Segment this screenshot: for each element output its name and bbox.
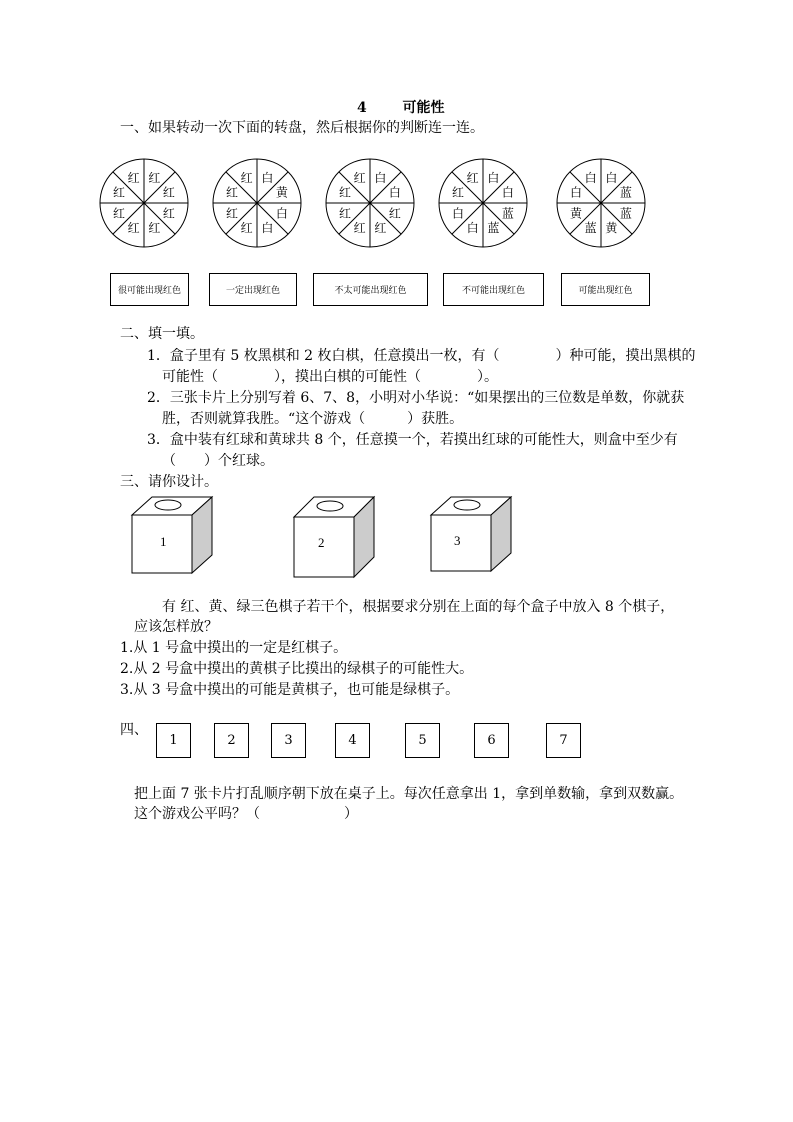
answer-label-1[interactable]: 很可能出现红色 <box>110 273 189 306</box>
sector-label: 红 <box>226 185 239 200</box>
section4-heading: 四、 <box>120 722 148 738</box>
sector-label: 红 <box>162 185 175 200</box>
section4-text-line2: 这个游戏公平吗？（ ） <box>134 806 358 822</box>
sector-label: 红 <box>339 185 352 200</box>
sector-label: 黄 <box>570 206 583 221</box>
box-number: 2 <box>318 535 325 550</box>
sector-label: 红 <box>466 171 479 186</box>
sector-label: 白 <box>487 171 500 186</box>
number-card: 3 <box>271 723 306 758</box>
sector-label: 蓝 <box>487 220 500 235</box>
answer-label-4[interactable]: 不可能出现红色 <box>443 273 544 306</box>
sector-label: 红 <box>162 206 175 221</box>
section2-heading: 二、填一填。 <box>120 326 204 342</box>
sector-label: 蓝 <box>619 206 632 221</box>
sector-label: 红 <box>374 220 387 235</box>
spinner-3 <box>324 157 416 249</box>
box-number: 3 <box>454 533 461 548</box>
sector-label: 红 <box>127 171 140 186</box>
sector-label: 红 <box>353 220 366 235</box>
sector-label: 红 <box>353 171 366 186</box>
number-card: 4 <box>335 723 370 758</box>
sector-label: 黄 <box>275 185 288 200</box>
q3-line2: （ ）个红球。 <box>162 453 274 469</box>
sector-label: 白 <box>466 220 479 235</box>
q1-line2: 可能性（ ），摸出白棋的可能性（ ）。 <box>162 369 498 385</box>
answer-label-3[interactable]: 不太可能出现红色 <box>313 273 428 306</box>
q3-line1: 3．盒中装有红球和黄球共 8 个，任意摸一个，若摸出红球的可能性大，则盒中至少有 <box>147 432 678 448</box>
sector-label: 白 <box>261 220 274 235</box>
sector-label: 红 <box>388 206 401 221</box>
q2-line1: 2．三张卡片上分别写着 6、7、8，小明对小华说：“如果摆出的三位数是单数，你就获 <box>147 390 685 406</box>
page-title <box>357 97 445 117</box>
sector-label: 红 <box>127 220 140 235</box>
spinner-4 <box>437 157 529 249</box>
section1-heading: 一、如果转动一次下面的转盘，然后根据你的判断连一连。 <box>120 120 484 136</box>
answer-label-2[interactable]: 一定出现红色 <box>209 273 297 306</box>
sector-label: 红 <box>339 206 352 221</box>
number-card: 5 <box>405 723 440 758</box>
sector-label: 红 <box>113 185 126 200</box>
section3-intro-line2: 应该怎样放？ <box>134 619 218 635</box>
number-card: 6 <box>474 723 509 758</box>
sector-label: 红 <box>148 171 161 186</box>
design-item-2: 2.从 2 号盒中摸出的黄棋子比摸出的绿棋子的可能性大。 <box>120 661 474 677</box>
sector-label: 黄 <box>605 220 618 235</box>
sector-label: 白 <box>261 171 274 186</box>
sector-label: 蓝 <box>584 220 597 235</box>
sector-label: 白 <box>275 206 288 221</box>
section3-heading: 三、请你设计。 <box>120 474 218 490</box>
box-1 <box>130 495 214 579</box>
number-card: 2 <box>214 723 249 758</box>
section3-intro-line1: 有 红、黄、绿三色棋子若干个，根据要求分别在上面的每个盒子中放入 8 个棋子， <box>162 599 675 615</box>
sector-label: 红 <box>113 206 126 221</box>
number-card: 1 <box>156 723 191 758</box>
q2-line2: 胜，否则就算我胜。“这个游戏（ ）获胜。 <box>162 411 464 427</box>
q1-line1: 1．盒子里有 5 枚黑棋和 2 枚白棋，任意摸出一枚，有（ ）种可能，摸出黑棋的 <box>147 348 696 364</box>
title-text: 可能性 <box>402 100 445 116</box>
sector-label: 红 <box>452 185 465 200</box>
design-item-3: 3.从 3 号盒中摸出的可能是黄棋子，也可能是绿棋子。 <box>120 682 460 698</box>
sector-label: 红 <box>240 220 253 235</box>
design-item-1: 1.从 1 号盒中摸出的一定是红棋子。 <box>120 640 348 656</box>
box-2 <box>292 495 376 583</box>
sector-label: 白 <box>584 171 597 186</box>
sector-label: 白 <box>388 185 401 200</box>
number-card: 7 <box>546 723 581 758</box>
spinner-1 <box>98 157 190 249</box>
title-number: 4 <box>357 100 367 116</box>
sector-label: 白 <box>501 185 514 200</box>
sector-label: 红 <box>148 220 161 235</box>
sector-label: 蓝 <box>619 185 632 200</box>
box-number: 1 <box>160 534 167 549</box>
sector-label: 白 <box>452 206 465 221</box>
sector-label: 白 <box>570 185 583 200</box>
sector-label: 蓝 <box>501 206 514 221</box>
box-3 <box>429 495 513 579</box>
answer-label-5[interactable]: 可能出现红色 <box>561 273 650 306</box>
section4-text-line1: 把上面 7 张卡片打乱顺序朝下放在桌子上。每次任意拿出 1，拿到单数输，拿到双数赢。 <box>134 786 684 802</box>
sector-label: 红 <box>226 206 239 221</box>
sector-label: 红 <box>240 171 253 186</box>
spinner-5 <box>555 157 647 249</box>
sector-label: 白 <box>605 171 618 186</box>
spinner-2 <box>211 157 303 249</box>
sector-label: 白 <box>374 171 387 186</box>
